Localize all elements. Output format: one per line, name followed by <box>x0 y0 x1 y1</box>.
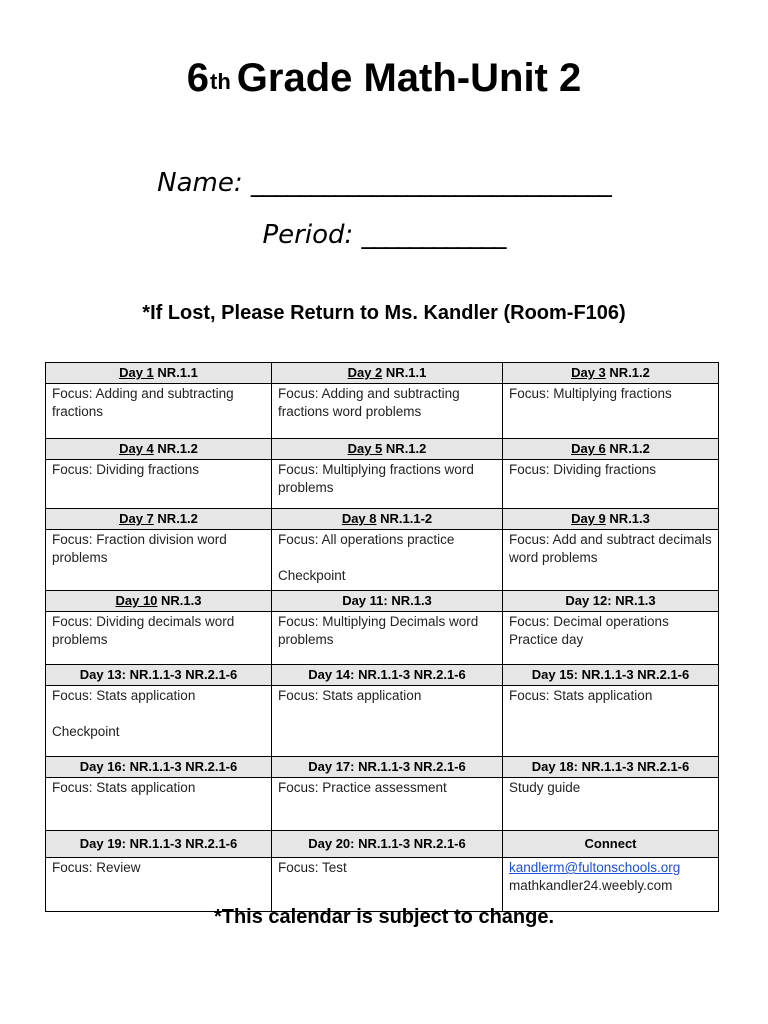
focus-cell <box>272 612 503 665</box>
day-header-row <box>46 757 719 778</box>
day-header-label: Day 11: NR.1.3 <box>342 593 432 608</box>
day-header-cell <box>46 509 272 530</box>
focus-cell <box>46 778 272 831</box>
lost-return-note: *If Lost, Please Return to Ms. Kandler (Room-F106) <box>142 302 626 324</box>
day-header-label: Day 18: NR.1.1-3 NR.2.1-6 <box>531 759 690 774</box>
day-header-cell <box>503 665 719 686</box>
period-label: Period: <box>262 220 354 250</box>
name-label: Name: <box>157 168 243 198</box>
standard-label: NR.1.2 <box>157 511 198 526</box>
focus-cell <box>272 858 503 912</box>
day-header-row <box>46 665 719 686</box>
focus-text: Focus: Decimal operations Practice day <box>509 614 669 647</box>
name-blank-line: ______________________________ <box>250 168 611 198</box>
checkpoint-label: Checkpoint <box>278 568 346 583</box>
focus-cell <box>503 530 719 591</box>
day-header-cell <box>272 509 503 530</box>
focus-cell <box>272 384 503 439</box>
day-header-cell <box>503 509 719 530</box>
standard-label: NR.1.2 <box>609 441 650 456</box>
focus-text: Focus: Stats application <box>52 780 196 795</box>
focus-cell <box>503 778 719 831</box>
day-header-cell <box>272 757 503 778</box>
focus-text: Focus: Test <box>278 860 347 875</box>
day-header-label: Day 12: NR.1.3 <box>565 593 656 608</box>
checkpoint-label: Checkpoint <box>52 724 120 739</box>
day-header-cell <box>46 363 272 384</box>
focus-cell <box>46 530 272 591</box>
period-blank-line: ____________ <box>361 220 506 250</box>
focus-text: Focus: Review <box>52 860 141 875</box>
day-label: Day 1 <box>119 365 154 380</box>
day-header-cell <box>46 831 272 858</box>
day-header-label: Day 14: NR.1.1-3 NR.2.1-6 <box>308 667 466 682</box>
focus-row <box>46 612 719 665</box>
focus-text: Focus: Stats application <box>278 688 422 703</box>
focus-row <box>46 778 719 831</box>
day-header-cell <box>503 831 719 858</box>
focus-row <box>46 686 719 757</box>
day-header-cell <box>272 665 503 686</box>
focus-text: Study guide <box>509 780 581 795</box>
standard-label: NR.1.2 <box>609 365 650 380</box>
focus-cell <box>46 612 272 665</box>
day-label: Day 2 <box>347 365 383 380</box>
name-field <box>0 168 768 198</box>
focus-text: Focus: Adding and subtracting fractions <box>52 386 234 419</box>
focus-text: Focus: Multiplying fractions word problems <box>278 462 474 495</box>
day-header-cell <box>46 439 272 460</box>
focus-cell <box>503 858 719 912</box>
unit-calendar-table <box>45 362 719 912</box>
calendar-footnote: *This calendar is subject to change. <box>213 906 555 928</box>
focus-text: Focus: Dividing decimals word problems <box>52 614 235 647</box>
focus-text: Focus: Stats application <box>52 688 196 703</box>
day-label: Day 9 <box>571 511 606 526</box>
focus-text: Focus: All operations practice <box>278 532 455 547</box>
standard-label: NR.1.1-2 <box>380 511 433 526</box>
teacher-email-link[interactable]: kandlerm@fultonschools.org <box>509 860 681 875</box>
day-header-cell <box>503 591 719 612</box>
day-label: Day 10 <box>115 593 158 608</box>
focus-text: Focus: Dividing fractions <box>52 462 200 477</box>
title-text: Grade Math-Unit 2 <box>236 56 582 100</box>
day-label: Day 6 <box>571 441 606 456</box>
standard-label: NR.1.2 <box>385 441 427 456</box>
day-header-row <box>46 831 719 858</box>
day-label: Day 3 <box>571 365 606 380</box>
day-header-cell <box>46 757 272 778</box>
day-header-cell <box>503 363 719 384</box>
day-header-row <box>46 591 719 612</box>
focus-cell <box>46 858 272 912</box>
focus-cell <box>46 460 272 509</box>
focus-cell <box>503 460 719 509</box>
focus-text: Focus: Dividing fractions <box>509 462 657 477</box>
focus-text: Focus: Multiplying Decimals word problems <box>278 614 479 647</box>
standard-label: NR.1.1 <box>385 365 427 380</box>
standard-label: NR.1.3 <box>609 511 650 526</box>
day-header-cell <box>272 591 503 612</box>
focus-text: Focus: Fraction division word problems <box>52 532 227 565</box>
day-header-cell <box>503 757 719 778</box>
class-website: mathkandler24.weebly.com <box>509 878 673 893</box>
title-superscript: th <box>210 69 231 94</box>
focus-cell <box>272 778 503 831</box>
day-header-row <box>46 363 719 384</box>
focus-text: Focus: Add and subtract decimals word problems <box>509 532 712 565</box>
day-header-label: Day 19: NR.1.1-3 NR.2.1-6 <box>79 836 238 851</box>
title-number: 6 <box>186 56 209 100</box>
focus-cell <box>503 686 719 757</box>
focus-text: Focus: Multiplying fractions <box>509 386 672 401</box>
day-header-cell <box>272 439 503 460</box>
day-header-cell <box>46 591 272 612</box>
day-header-label: Day 15: NR.1.1-3 NR.2.1-6 <box>531 667 690 682</box>
day-header-cell <box>272 831 503 858</box>
period-field <box>0 220 768 250</box>
focus-cell <box>272 460 503 509</box>
focus-cell <box>272 686 503 757</box>
focus-cell <box>46 686 272 757</box>
focus-row <box>46 384 719 439</box>
standard-label: NR.1.3 <box>161 593 202 608</box>
standard-label: NR.1.1 <box>157 365 198 380</box>
focus-cell <box>503 612 719 665</box>
focus-cell <box>272 530 503 591</box>
day-header-cell <box>503 439 719 460</box>
focus-text: Focus: Stats application <box>509 688 653 703</box>
focus-row <box>46 858 719 912</box>
day-header-row <box>46 509 719 530</box>
focus-cell <box>503 384 719 439</box>
standard-label: NR.1.2 <box>157 441 198 456</box>
day-header-label: Day 13: NR.1.1-3 NR.2.1-6 <box>79 667 238 682</box>
focus-text: Focus: Adding and subtracting fractions word problems <box>278 386 460 419</box>
day-header-label: Connect <box>584 836 637 851</box>
day-label: Day 4 <box>119 441 154 456</box>
focus-cell <box>46 384 272 439</box>
day-label: Day 5 <box>347 441 383 456</box>
focus-row <box>46 460 719 509</box>
day-header-cell <box>272 363 503 384</box>
day-header-label: Day 20: NR.1.1-3 NR.2.1-6 <box>308 836 466 851</box>
day-header-label: Day 16: NR.1.1-3 NR.2.1-6 <box>79 759 238 774</box>
day-header-cell <box>46 665 272 686</box>
page-title <box>0 52 768 104</box>
focus-row <box>46 530 719 591</box>
day-header-row <box>46 439 719 460</box>
focus-text: Focus: Practice assessment <box>278 780 447 795</box>
day-header-label: Day 17: NR.1.1-3 NR.2.1-6 <box>308 759 466 774</box>
day-label: Day 7 <box>119 511 154 526</box>
day-label: Day 8 <box>341 511 377 526</box>
calendar-body <box>46 363 719 912</box>
